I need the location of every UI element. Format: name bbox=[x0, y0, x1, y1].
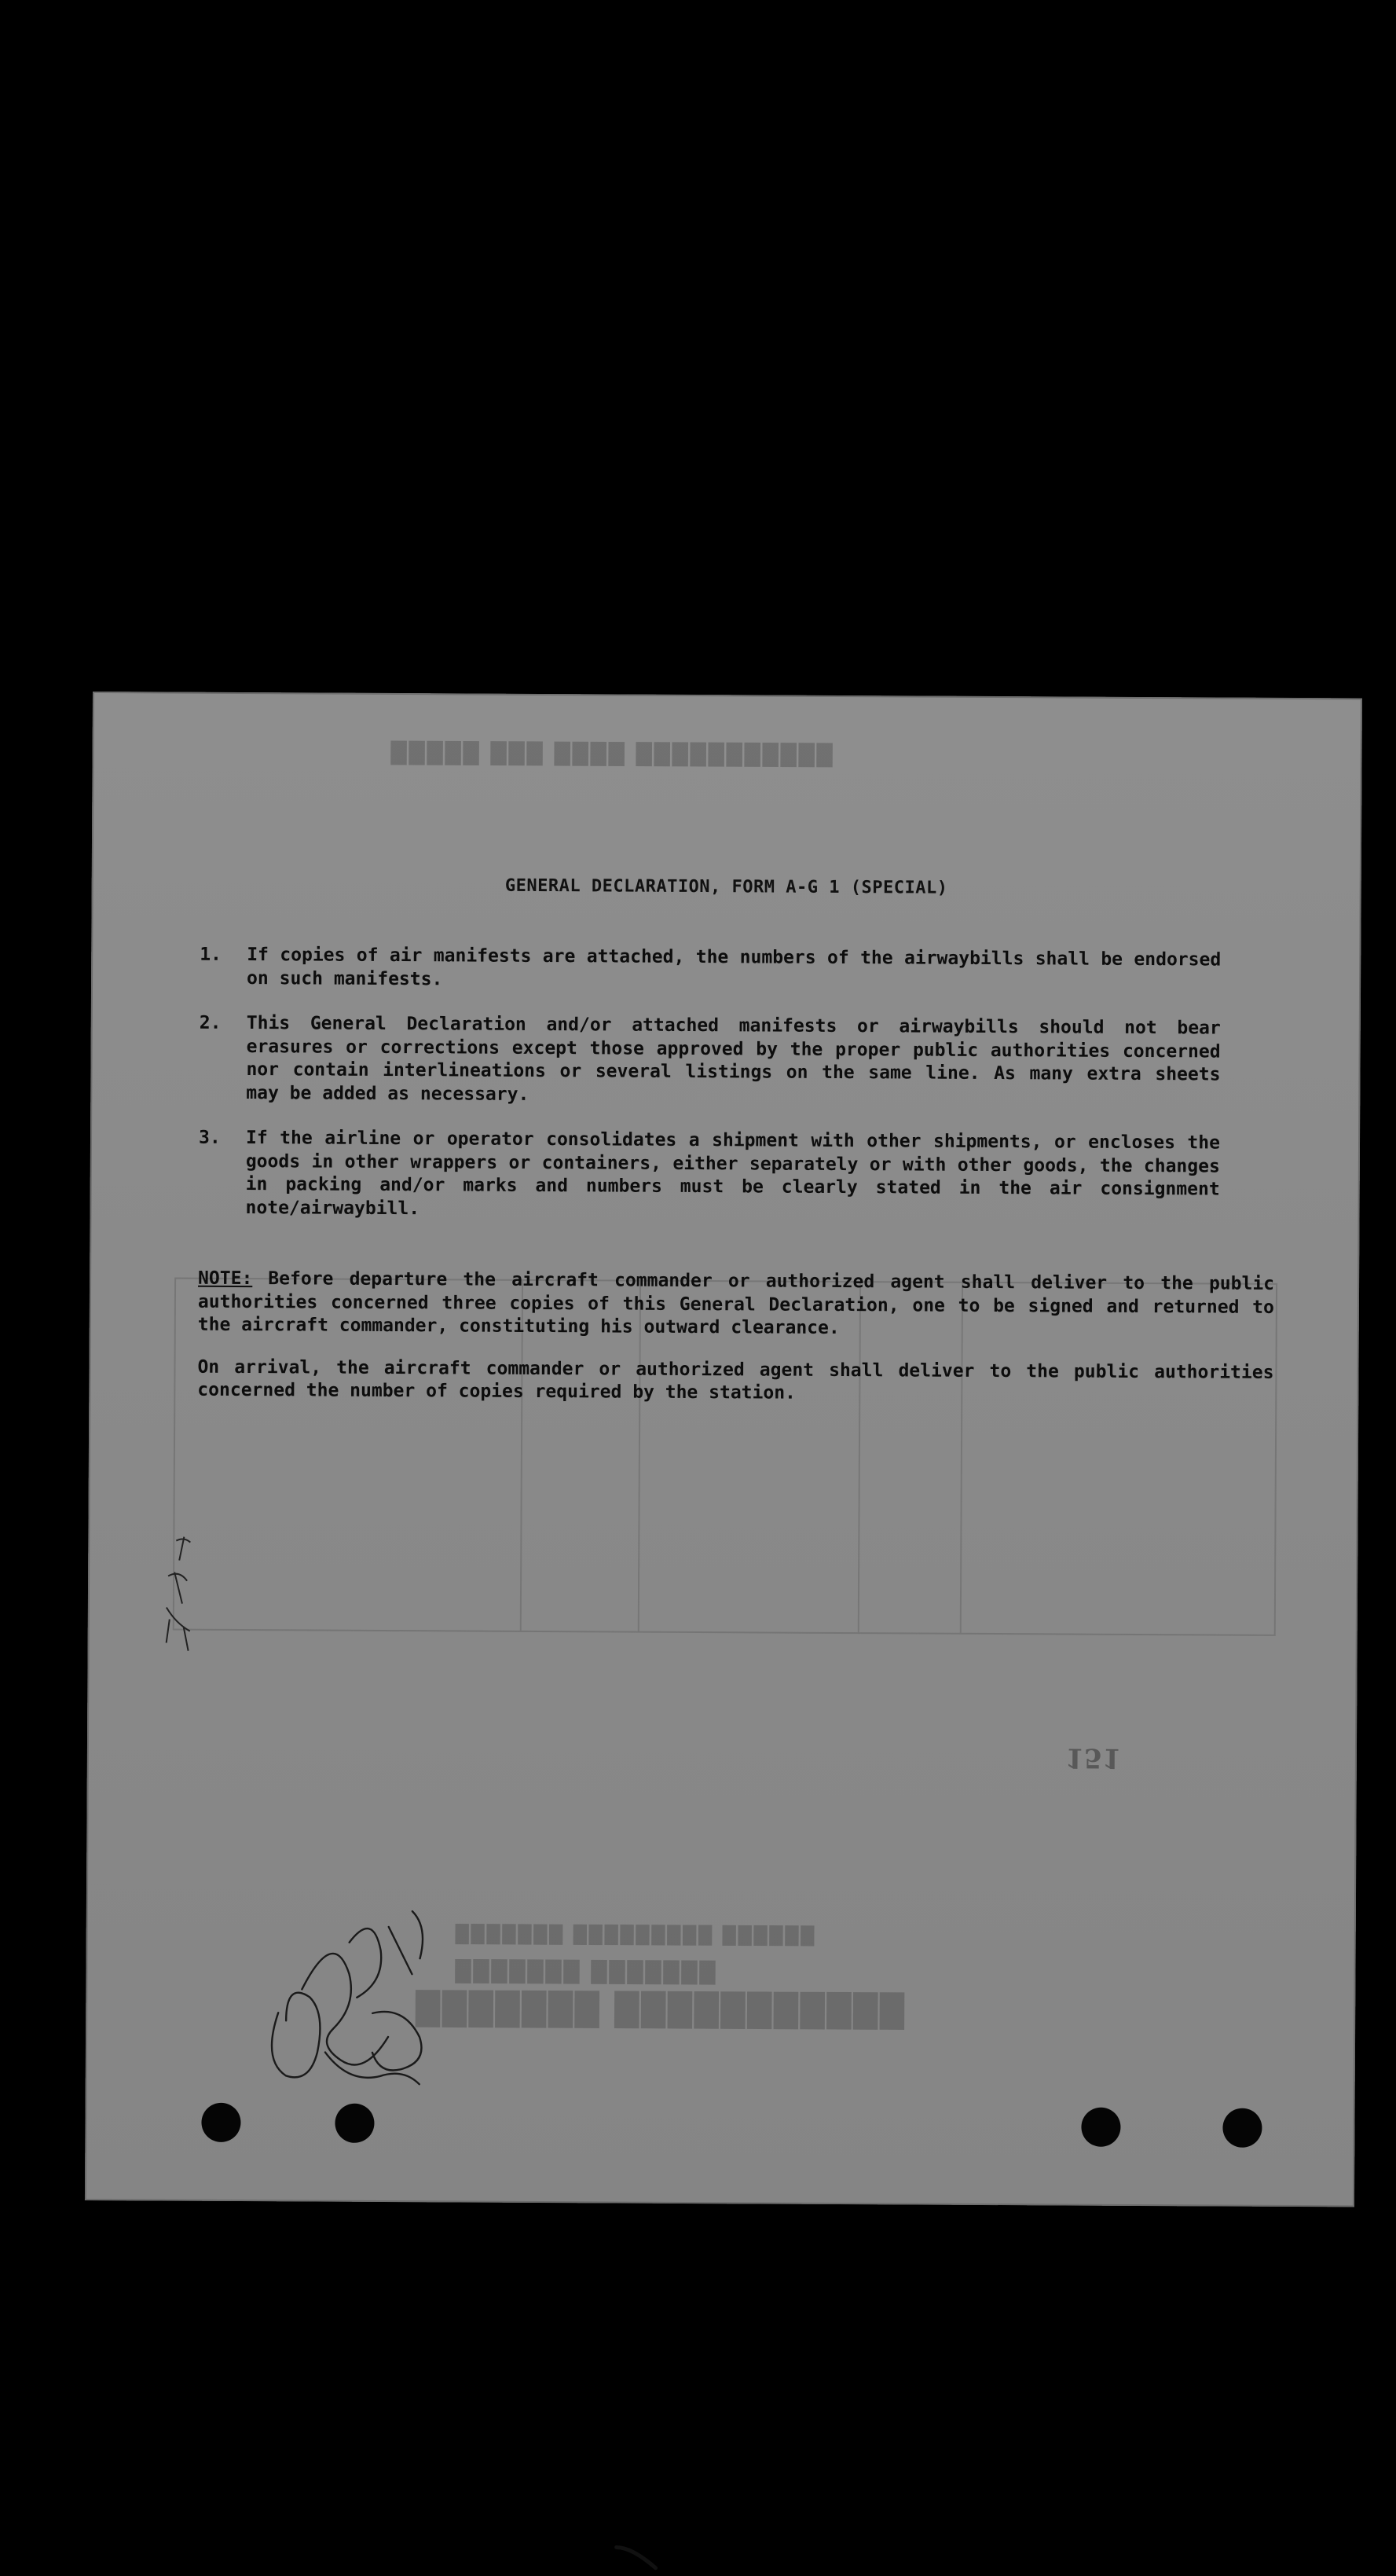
note-label: NOTE: bbox=[198, 1268, 253, 1290]
list-item bbox=[198, 1127, 1220, 1225]
item-text: This General Declaration and/or attached manifests or airwaybills should not bear erasures or corrections except those approved by the proper public authorities concerned nor contain interlineations or several listings on the same line. As many extra sheets may be added as necessary. bbox=[246, 1013, 1221, 1105]
note-section bbox=[197, 1268, 1274, 1427]
item-text: If the airline or operator consolidates a shipment with other shipments, or encloses the goods in other wrappers or containers, either separately or with other goods, the changes in packing and/or marks and numbers must be clearly stated in the air consignment note/airwaybill. bbox=[245, 1128, 1221, 1219]
bleed-through-top: █████ ███ ████ ███████████ bbox=[390, 739, 835, 766]
list-item bbox=[199, 1012, 1221, 1110]
item-number: 2. bbox=[199, 1012, 222, 1033]
bleed-through-line: ███████ █████████ ██████ bbox=[455, 1923, 817, 1946]
instructions-list bbox=[198, 944, 1221, 1247]
item-number: 3. bbox=[198, 1127, 221, 1148]
bleed-through-heading: ███████ ███████████ bbox=[416, 1990, 907, 2030]
stamp-number: 151 bbox=[1064, 1741, 1122, 1774]
pencil-mark bbox=[613, 2541, 660, 2573]
item-number: 1. bbox=[200, 944, 222, 965]
punch-hole bbox=[201, 2103, 240, 2142]
arrival-paragraph: On arrival, the aircraft commander or authorized agent shall deliver to the public authorities concerned the number of copies required by the station. bbox=[197, 1356, 1274, 1404]
item-text: If copies of air manifests are attached, the numbers of the airwaybills shall be endorsed on such manifests. bbox=[247, 945, 1222, 989]
note-text: Before departure the aircraft commander or authorized agent shall deliver to the public authorities concerned three copies of this General Declaration, one to be signed and returned to the aircraft commander, constituting his outward clearance. bbox=[197, 1268, 1275, 1338]
handwritten-signature bbox=[255, 1895, 460, 2108]
margin-pen-marks bbox=[160, 1532, 232, 1658]
list-item bbox=[200, 944, 1221, 996]
punch-hole bbox=[1081, 2108, 1120, 2147]
page-title: GENERAL DECLARATION, FORM A-G 1 (SPECIAL) bbox=[504, 875, 948, 898]
punch-hole bbox=[335, 2104, 374, 2143]
note-paragraph bbox=[198, 1268, 1274, 1343]
document-page bbox=[85, 692, 1362, 2207]
punch-hole bbox=[1222, 2108, 1262, 2148]
bleed-through-subheading: ███████ ███████ bbox=[455, 1958, 718, 1984]
